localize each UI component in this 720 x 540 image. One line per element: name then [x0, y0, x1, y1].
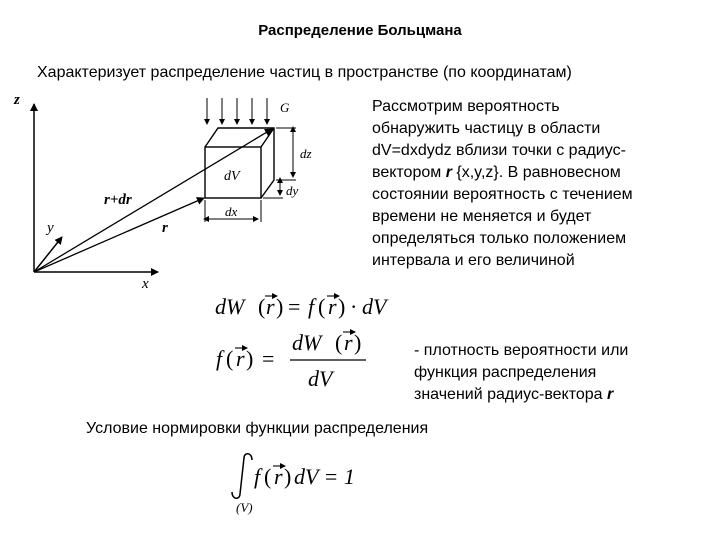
r-dr-vector-label: r+dr: [104, 192, 132, 208]
svg-text:): ): [354, 330, 362, 355]
f1-arg: r: [266, 294, 275, 319]
para-line-4-post: {x,y,z}. В равновесном: [451, 164, 621, 181]
int-dv: dV = 1: [294, 464, 355, 489]
f2-f: f: [216, 346, 223, 371]
svg-text:): ): [246, 346, 254, 371]
para-line-1: Рассмотрим вероятность: [372, 98, 560, 115]
radius-vectors: [34, 129, 272, 272]
para-line-7: определяться только положением: [372, 230, 627, 247]
svg-text:(: (: [226, 346, 234, 371]
f1-f: f: [308, 294, 315, 319]
dy-label: dy: [286, 183, 299, 198]
f1-arg2: r: [328, 294, 337, 319]
f1-eq: =: [288, 294, 301, 319]
para-line-5: состоянии вероятность с течением: [372, 186, 633, 203]
integral-sign: [232, 454, 252, 499]
svg-text:(: (: [318, 294, 326, 319]
para-line-6: времени не меняется и будет: [372, 208, 592, 225]
formula-normalization: [232, 454, 355, 515]
dv-label: dV: [224, 169, 240, 184]
f1-lhs: dW: [215, 294, 245, 319]
r-vector: [34, 198, 204, 272]
x-axis-label: x: [142, 276, 149, 292]
r-dr-vector: [34, 129, 272, 272]
para-line-4-pre: вектором: [372, 164, 446, 181]
y-axis: [34, 237, 62, 272]
para-line-8: интервала и его величиной: [372, 252, 575, 269]
formula-probability: [215, 294, 389, 319]
para-line-3: dV=dxdydz вблизи точки с радиус-: [372, 142, 626, 159]
svg-text:(: (: [258, 294, 266, 319]
dx-label: dx: [225, 204, 238, 219]
density-line-2: функция распределения: [414, 364, 597, 381]
z-axis-label: z: [14, 92, 20, 108]
r-vector-label: r: [162, 220, 168, 236]
svg-text:): ): [276, 294, 284, 319]
f2-eq: =: [262, 346, 275, 371]
f2-arg: r: [236, 346, 245, 371]
f2-num: dW: [292, 330, 322, 355]
svg-text:(: (: [335, 330, 343, 355]
dz-label: dz: [300, 146, 312, 161]
normalization-title: Условие нормировки функции распределения: [86, 420, 429, 437]
y-axis-label: y: [47, 220, 54, 236]
coordinate-axes: [13, 92, 158, 292]
density-line-3-pre: значений радиус-вектора: [414, 386, 608, 403]
svg-text:(: (: [264, 464, 272, 489]
formula-density: [216, 330, 366, 391]
f1-dot: ·: [350, 294, 358, 319]
gravity-label: G: [280, 100, 290, 115]
int-f: f: [254, 464, 261, 489]
para-line-2: обнаружить частицу в области: [372, 120, 601, 137]
radius-vector-r: r: [445, 164, 452, 181]
subtitle: Характеризует распределение частиц в пространстве (по координатам): [37, 64, 572, 81]
svg-text:): ): [284, 464, 292, 489]
gravity-arrows: [207, 98, 290, 124]
int-domain: (V): [236, 500, 253, 515]
f2-num-arg: r: [344, 330, 353, 355]
density-line-1: - плотность вероятности или: [414, 342, 629, 359]
int-arg: r: [274, 464, 283, 489]
f1-dv: dV: [362, 294, 387, 319]
svg-text:): ): [338, 294, 346, 319]
f2-den: dV: [308, 366, 333, 391]
page-title: Распределение Больцмана: [258, 22, 462, 39]
density-r: r: [607, 386, 614, 403]
